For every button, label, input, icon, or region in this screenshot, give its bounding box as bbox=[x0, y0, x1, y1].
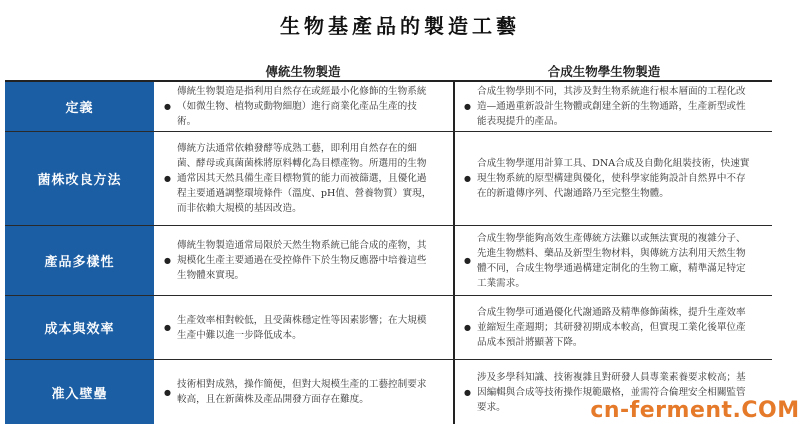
cell-text: 合成生物學運用計算工具、DNA合成及自動化組裝技術，快速實現生物系統的原型構建與優化，使科學家能夠設計自然界中不存在的新遺傳序列、代謝通路乃至完整生物體。 bbox=[477, 158, 750, 199]
column-header-synthetic: 合成生物學生物製造 bbox=[547, 64, 661, 79]
cell-synthetic bbox=[455, 132, 772, 225]
comparison-table bbox=[5, 82, 772, 424]
bullet-icon: ● bbox=[164, 174, 171, 183]
cell-text: 合成生物學可通過優化代謝通路及精準修飾菌株，提升生產效率並縮短生產週期；其研發初期成本較高，但實現工業化後單位產品成本預計將顯著下降。 bbox=[477, 307, 746, 348]
cell-text: 技術相對成熟，操作簡便，但對大規模生產的工藝控制要求較高，且在新菌株及產品開發方面存在難度。 bbox=[177, 379, 427, 405]
cell-traditional bbox=[155, 132, 455, 225]
row-label: 准入壁壘 bbox=[5, 360, 155, 424]
bullet-icon: ● bbox=[164, 387, 171, 397]
bullet-icon: ● bbox=[464, 323, 471, 332]
bullet-icon: ● bbox=[464, 174, 471, 183]
bullet-icon: ● bbox=[464, 102, 471, 111]
bullet-icon: ● bbox=[464, 387, 471, 397]
page-title: 生物基產品的製造工藝 bbox=[280, 14, 520, 38]
cell-text: 合成生物學則不同，其涉及對生物系統進行根本層面的工程化改造—通過重新設計生物體或創建全新的生物通路，生產新型或性能表現提升的產品。 bbox=[477, 86, 746, 127]
table-row bbox=[5, 296, 772, 360]
cell-synthetic bbox=[455, 226, 772, 295]
cell-text: 涉及多學科知識、技術複雜且對研發人員專業素養要求較高；基因編輯與合成等技術操作規範嚴格，並需符合倫理安全相關監管要求。 bbox=[477, 371, 746, 413]
cell-traditional bbox=[155, 360, 455, 424]
bullet-icon: ● bbox=[164, 256, 171, 265]
cell-text: 傳統方法通常依賴發酵等成熟工藝，即利用自然存在的細菌、酵母或真菌菌株將原料轉化為目標產物。所選用的生物通常因其天然具備生產目標物質的能力而被篩選，且優化過程主要通過調整環境條件（溫度、pH值、營養物質）實現，而非依賴大規模的基因改造。 bbox=[177, 143, 432, 214]
cell-traditional bbox=[155, 296, 455, 359]
table-row bbox=[5, 132, 772, 226]
cell-text: 傳統生物製造是指利用自然存在或經最小化修飾的生物系統（如微生物、植物或動物細胞）進行商業化產品生產的技術。 bbox=[177, 86, 427, 127]
cell-text: 合成生物學能夠高效生產傳統方法難以或無法實現的複雜分子、先進生物燃料、藥品及新型生物材料，與傳統方法利用天然生物體不同，合成生物學通過構建定制化的生物工廠，精準滿足特定工業需求。 bbox=[477, 232, 746, 289]
table-row bbox=[5, 226, 772, 296]
cell-traditional bbox=[155, 82, 455, 131]
watermark-logo: cn-ferment.COM bbox=[590, 398, 800, 423]
bullet-icon: ● bbox=[164, 323, 171, 332]
row-label: 成本與效率 bbox=[5, 296, 155, 359]
row-label: 定義 bbox=[5, 82, 155, 131]
cell-traditional bbox=[155, 226, 455, 295]
cell-text: 生產效率相對較低，且受菌株穩定性等因素影響；在大規模生產中難以進一步降低成本。 bbox=[177, 314, 427, 341]
bullet-icon: ● bbox=[464, 256, 471, 265]
cell-synthetic bbox=[455, 296, 772, 359]
cell-synthetic bbox=[455, 82, 772, 131]
cell-text: 傳統生物製造通常局限於天然生物系統已能合成的產物，其規模化生產主要通過在受控條件下於生物反應器中培養這些生物體來實現。 bbox=[177, 240, 427, 281]
bullet-icon: ● bbox=[164, 102, 171, 111]
row-label: 產品多樣性 bbox=[5, 226, 155, 295]
table-row bbox=[5, 82, 772, 132]
row-label: 菌株改良方法 bbox=[5, 132, 155, 225]
column-header-traditional: 傳統生物製造 bbox=[265, 64, 341, 79]
